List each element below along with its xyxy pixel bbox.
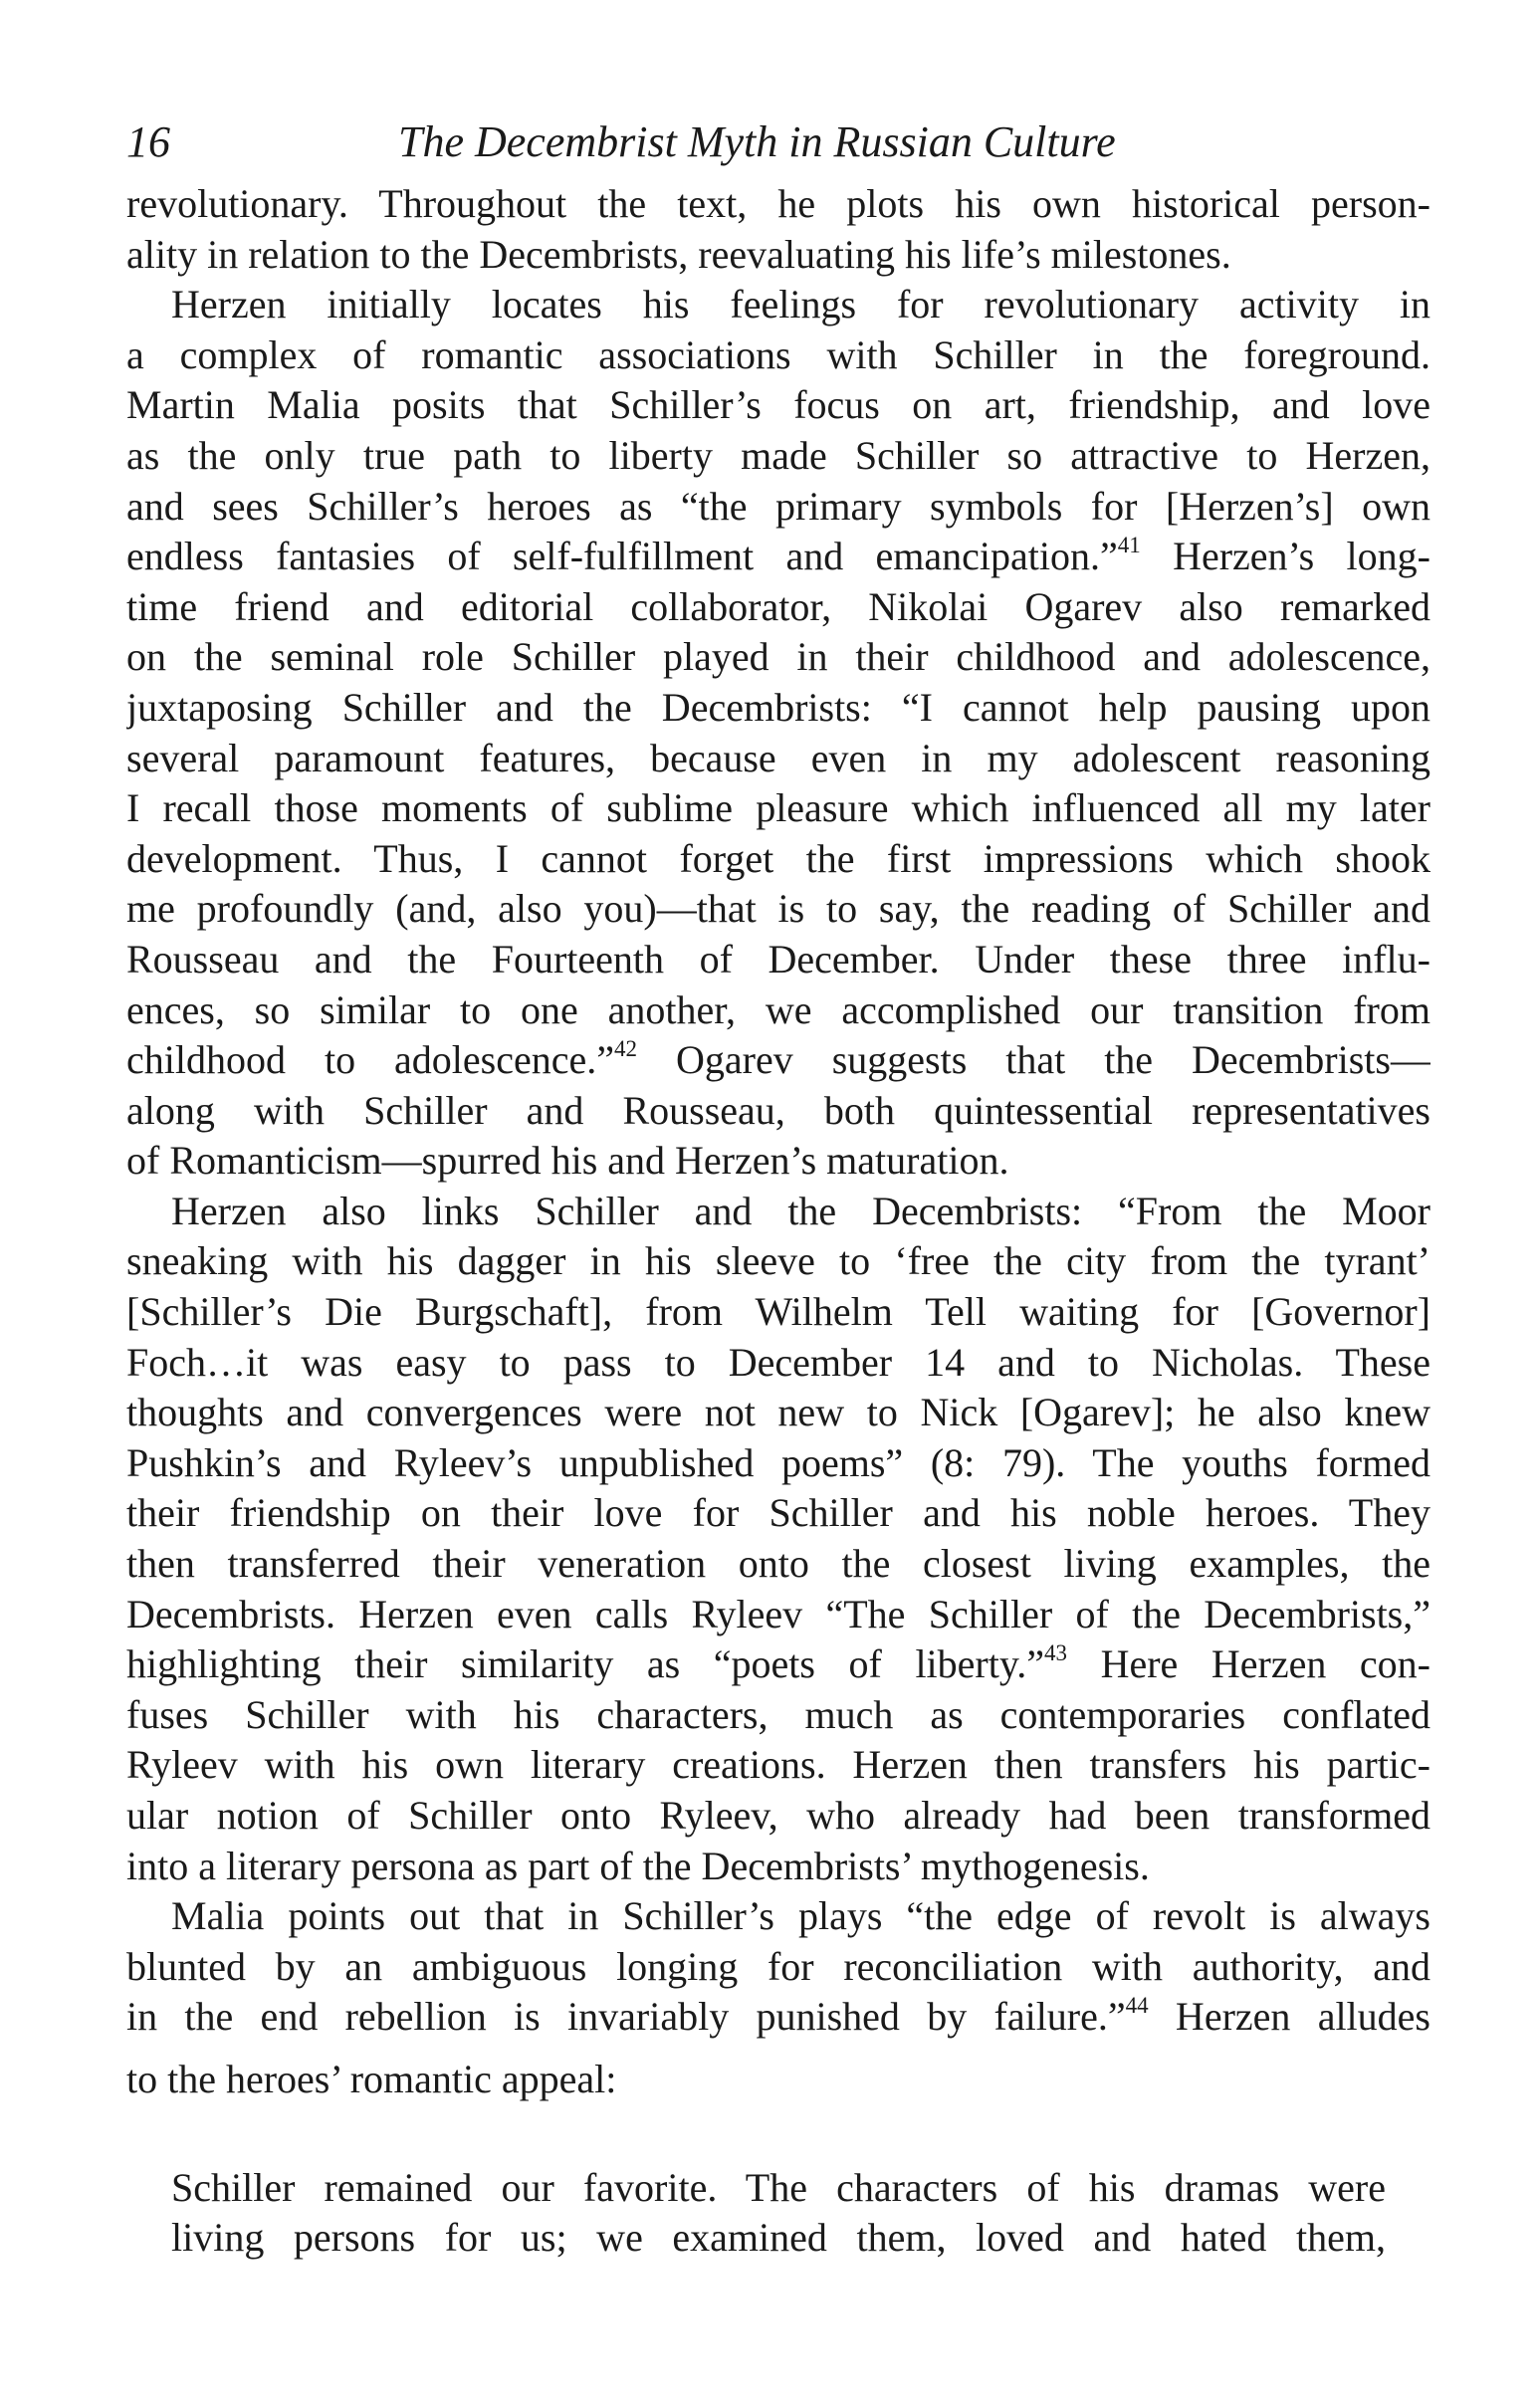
text-line: Pushkin’s and Ryleev’s unpublished poems” (8: 79). The youths formed [126,1439,1430,1485]
text-line: Martin Malia posits that Schiller’s focus on art, friendship, and love [126,382,1430,428]
text-line: blunted by an ambiguous longing for reconciliation with authority, and [126,1943,1430,1989]
text-line: ality in relation to the Decembrists, reevaluating his life’s milestones. [126,231,1231,277]
text-line: to the heroes’ romantic appeal: [126,2056,617,2101]
text-segment: Herzen alludes [1148,1994,1430,2040]
text-line: Decembrists. Herzen even calls Ryleev “The Schiller of the Decembrists,” [126,1591,1430,1636]
footnote-ref: 42 [614,1036,638,1062]
text-line [126,1035,1430,1086]
text-segment: childhood to adolescence.” [126,1037,615,1083]
text-segment: Herzen’s long- [1140,534,1430,579]
text-line [126,1992,1430,2043]
text-line: a complex of romantic associations with Schiller in the foreground. [126,331,1430,377]
body-text [126,179,1430,2264]
running-head [126,111,1430,173]
text-line: development. Thus, I cannot forget the first impressions which shook [126,835,1430,881]
text-line: Herzen also links Schiller and the Decembrists: “From the Moor [171,1188,1430,1233]
text-line: on the seminal role Schiller played in their childhood and adolescence, [126,634,1430,680]
text-line: then transferred their veneration onto the closest living examples, the [126,1541,1430,1587]
text-line: sneaking with his dagger in his sleeve to ‘free the city from the tyrant’ [126,1238,1430,1284]
text-line: several paramount features, because even in my adolescent reasoning [126,735,1430,780]
text-line: and sees Schiller’s heroes as “the primary symbols for [Herzen’s] own [126,483,1430,529]
footnote-ref: 41 [1117,533,1141,558]
text-line: revolutionary. Throughout the text, he plots his own historical person- [126,181,1430,226]
text-segment: endless fantasies of self-fulfillment and emancipation.” [126,534,1118,579]
text-line: into a literary persona as part of the Decembrists’ mythogenesis. [126,1843,1150,1888]
text-segment: Ogarev suggests that the Decembrists— [637,1037,1430,1083]
text-segment: Here Herzen con- [1067,1641,1430,1687]
page-number: 16 [126,117,170,166]
running-title: The Decembrist Myth in Russian Culture [398,117,1116,166]
text-line [126,1639,1430,1690]
text-line: fuses Schiller with his characters, much as contemporaries conflated [126,1691,1430,1737]
text-line: Ryleev with his own literary creations. Herzen then transfers his partic- [126,1742,1430,1788]
quote-line: living persons for us; we examined them, loved and hated them, [171,2215,1386,2261]
text-line: along with Schiller and Rousseau, both quintessential representatives [126,1087,1430,1133]
text-line: time friend and editorial collaborator, Nikolai Ogarev also remarked [126,583,1430,629]
text-line: Foch…it was easy to pass to December 14 and to Nicholas. These [126,1339,1430,1385]
text-line: thoughts and convergences were not new to Nick [Ogarev]; he also knew [126,1390,1430,1435]
text-line: juxtaposing Schiller and the Decembrists: “I cannot help pausing upon [126,684,1430,730]
paragraph [126,1187,1430,1891]
footnote-ref: 43 [1044,1640,1068,1666]
block-quote [126,2163,1430,2264]
text-line: me profoundly (and, also you)—that is to say, the reading of Schiller and [126,886,1430,932]
quote-line: Schiller remained our favorite. The characters of his dramas were [171,2164,1386,2210]
paragraph [126,1891,1430,2104]
text-line: their friendship on their love for Schiller and his noble heroes. They [126,1490,1430,1536]
text-line: I recall those moments of sublime pleasure which influenced all my later [126,785,1430,831]
text-line: Rousseau and the Fourteenth of December. Under these three influ- [126,936,1430,981]
text-line: [Schiller’s Die Burgschaft], from Wilhelm Tell waiting for [Governor] [126,1289,1430,1335]
paragraph [126,280,1430,1187]
text-line: Malia points out that in Schiller’s plays “the edge of revolt is always [171,1893,1430,1939]
text-line [126,532,1430,582]
text-line: of Romanticism—spurred his and Herzen’s maturation. [126,1138,1009,1184]
text-line: ular notion of Schiller onto Ryleev, who already had been transformed [126,1793,1430,1838]
text-line: Herzen initially locates his feelings for revolutionary activity in [171,282,1430,327]
text-line: ences, so similar to one another, we accomplished our transition from [126,986,1430,1032]
text-line: as the only true path to liberty made Schiller so attractive to Herzen, [126,432,1430,478]
paragraph [126,179,1430,280]
footnote-ref: 44 [1125,1993,1149,2019]
text-segment: highlighting their similarity as “poets of liberty.” [126,1641,1045,1687]
text-segment: in the end rebellion is invariably punished by failure.” [126,1994,1126,2040]
